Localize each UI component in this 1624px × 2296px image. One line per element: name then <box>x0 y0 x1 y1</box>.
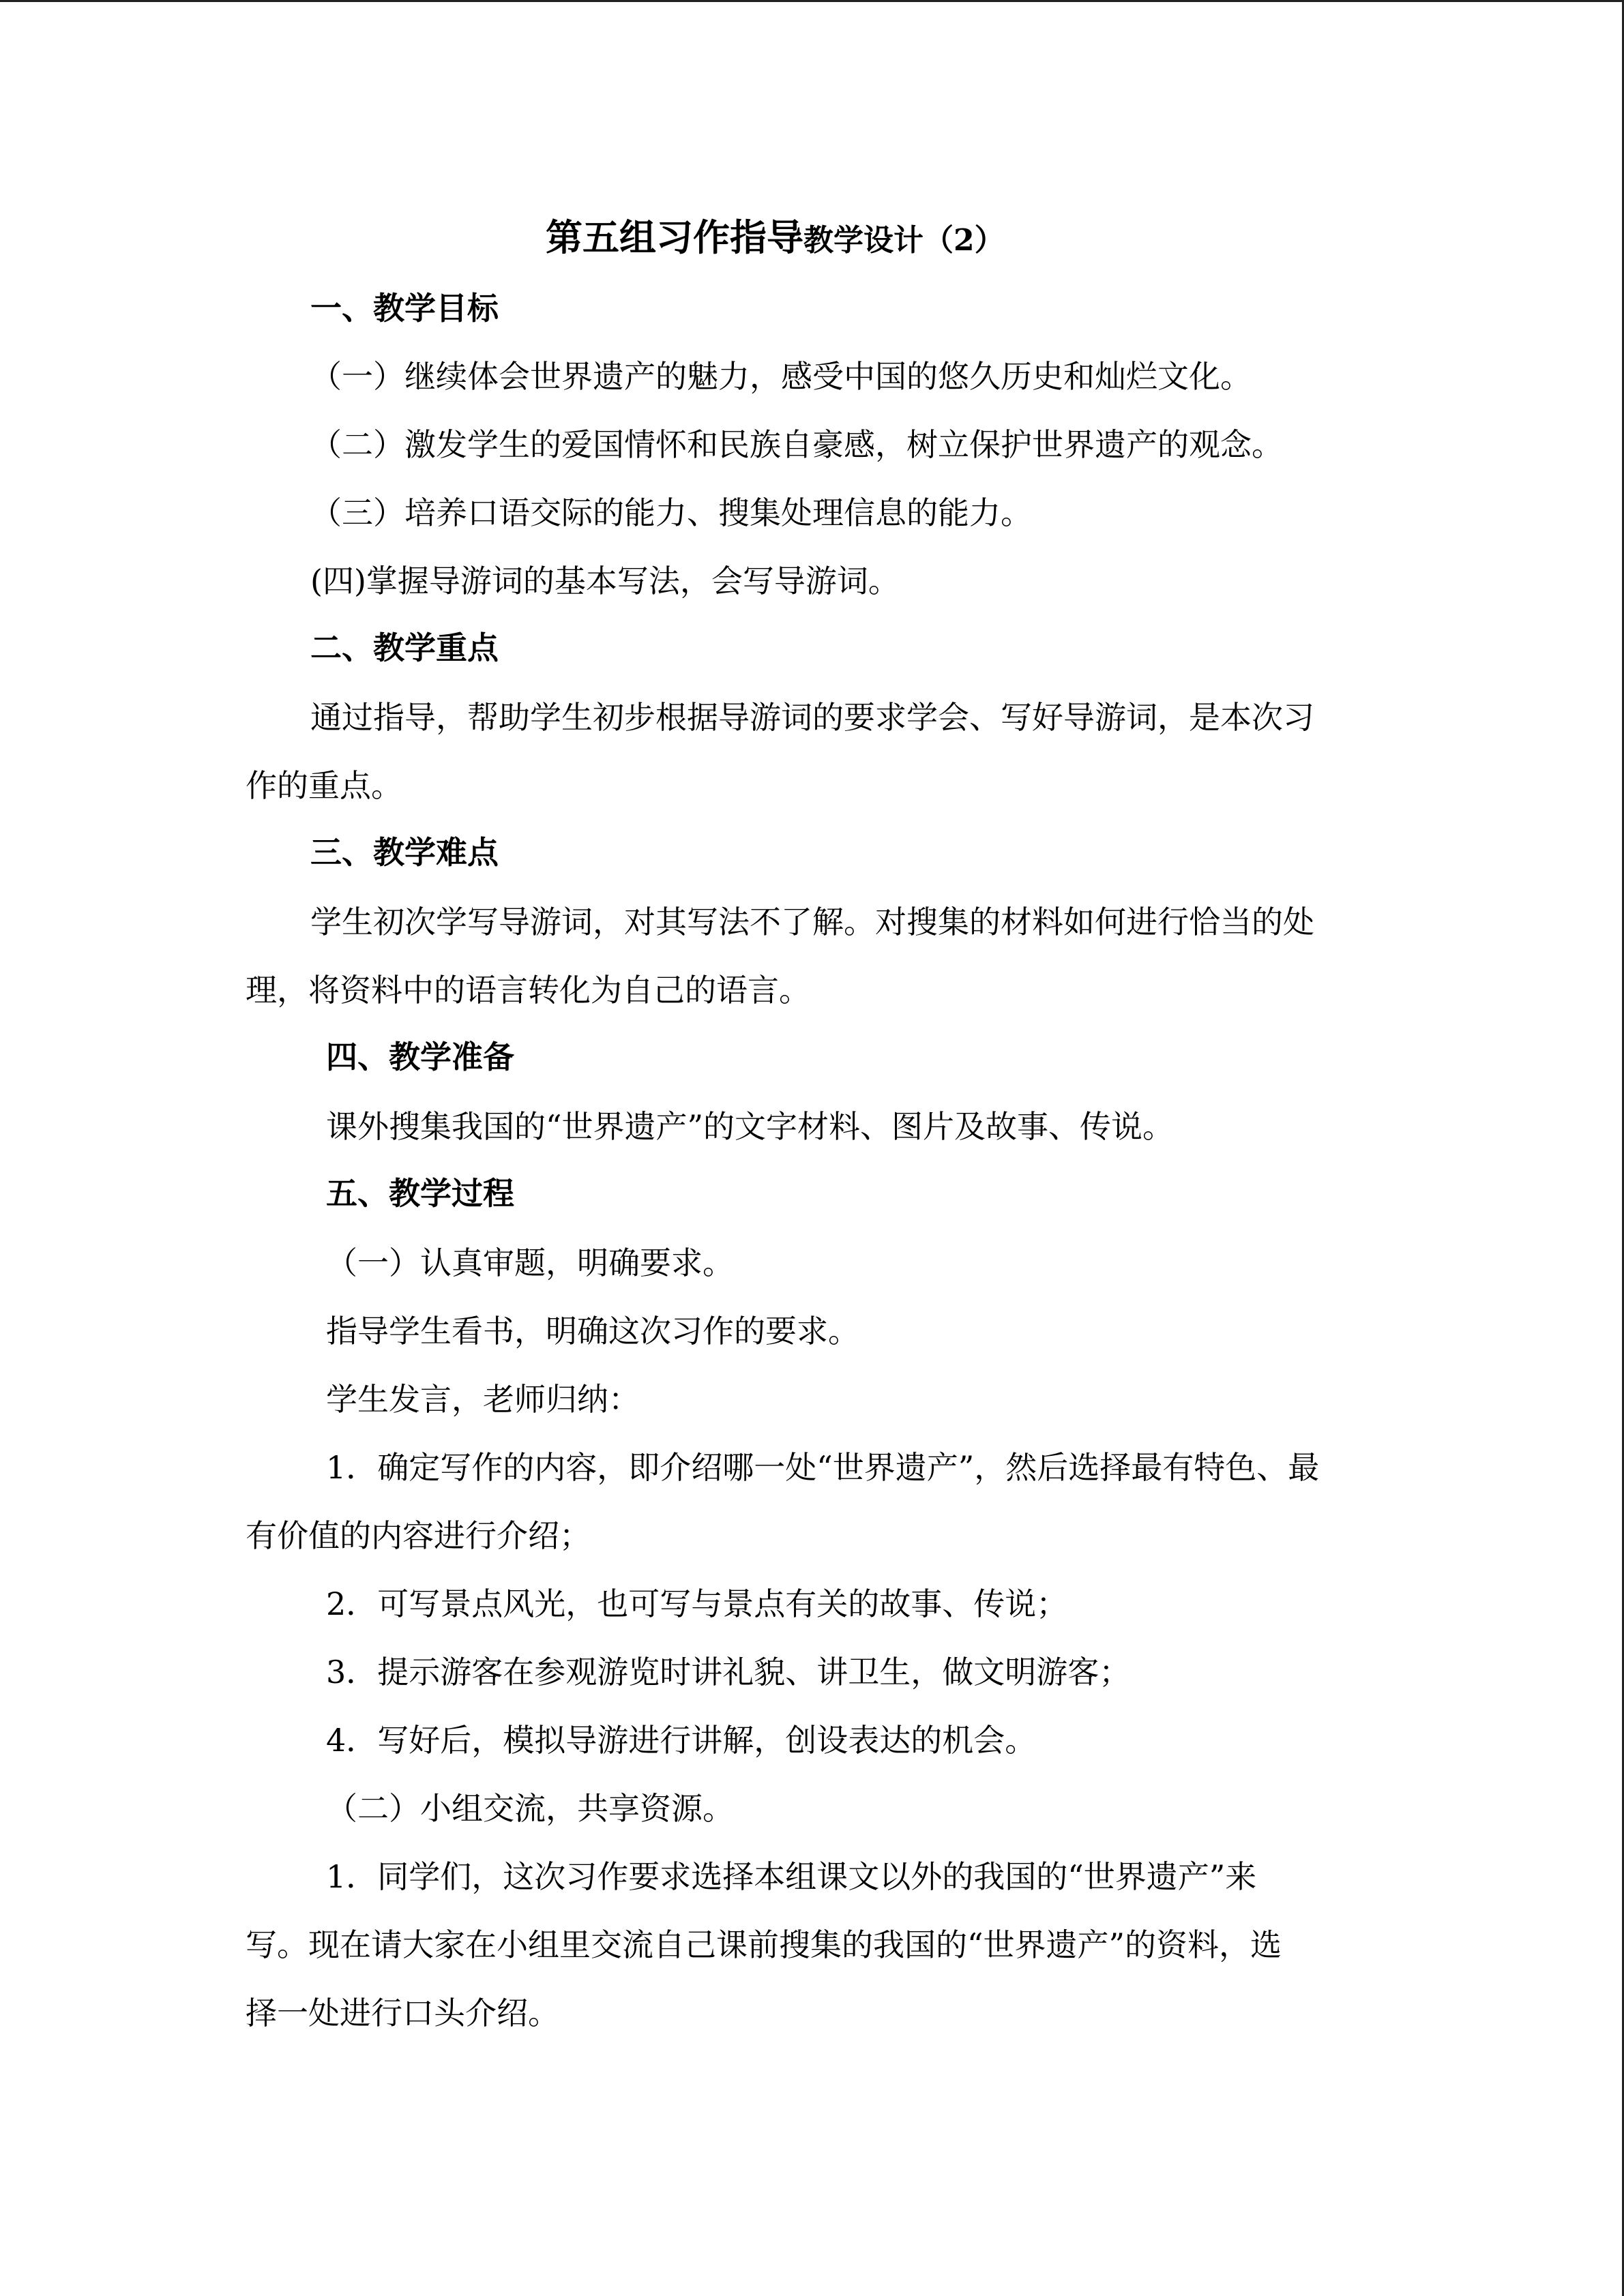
goal-item: （二）激发学生的爱国情怀和民族自豪感，树立保护世界遗产的观念。 <box>310 426 1283 463</box>
paragraph-line: 指导学生看书，明确这次习作的要求。 <box>326 1313 859 1350</box>
section-heading-key-points: 二、教学重点 <box>310 629 499 666</box>
list-item-continuation: 写。现在请大家在小组里交流自己课前搜集的我国的“世界遗产”的资料，选 <box>246 1926 1282 1963</box>
list-item: 4．写好后，模拟导游进行讲解，创设表达的机会。 <box>326 1722 1037 1759</box>
title-main: 第五组习作指导 <box>546 215 803 259</box>
list-item-continuation: 有价值的内容进行介绍； <box>246 1517 591 1554</box>
goal-item: （一）继续体会世界遗产的魅力，感受中国的悠久历史和灿烂文化。 <box>310 358 1252 395</box>
list-item: 1．同学们，这次习作要求选择本组课文以外的我国的“世界遗产”来 <box>326 1858 1257 1895</box>
paragraph-line: 学生初次学写导游词，对其写法不了解。对搜集的材料如何进行恰当的处 <box>310 904 1314 940</box>
list-item-continuation: 择一处进行口头介绍。 <box>246 1995 559 2031</box>
step-heading: （二）小组交流，共享资源。 <box>326 1790 734 1827</box>
paragraph-line: 课外搜集我国的“世界遗产”的文字材料、图片及故事、传说。 <box>326 1108 1175 1145</box>
paragraph-line: 通过指导，帮助学生初步根据导游词的要求学会、写好导游词，是本次习 <box>310 699 1314 736</box>
step-heading: （一）认真审题，明确要求。 <box>326 1244 734 1281</box>
section-heading-goals: 一、教学目标 <box>310 290 499 327</box>
section-heading-difficulties: 三、教学难点 <box>310 834 499 871</box>
top-border <box>0 0 1624 2</box>
list-item: 3．提示游客在参观游览时讲礼貌、讲卫生，做文明游客； <box>326 1654 1131 1690</box>
list-item: 2．可写景点风光，也可写与景点有关的故事、传说； <box>326 1585 1068 1622</box>
list-item: 1．确定写作的内容，即介绍哪一处“世界遗产”，然后选择最有特色、最 <box>326 1449 1320 1486</box>
paragraph-line: 学生发言，老师归纳： <box>326 1381 640 1418</box>
page-title <box>546 217 1005 261</box>
paragraph-line: 理，将资料中的语言转化为自己的语言。 <box>246 972 810 1009</box>
section-heading-preparation: 四、教学准备 <box>326 1039 514 1075</box>
goal-item: (四)掌握导游词的基本写法，会写导游词。 <box>310 563 900 599</box>
section-heading-process: 五、教学过程 <box>326 1175 514 1212</box>
title-sub: 教学设计（2） <box>803 223 1005 258</box>
paragraph-line: 作的重点。 <box>246 767 402 804</box>
goal-item: （三）培养口语交际的能力、搜集处理信息的能力。 <box>310 494 1032 531</box>
